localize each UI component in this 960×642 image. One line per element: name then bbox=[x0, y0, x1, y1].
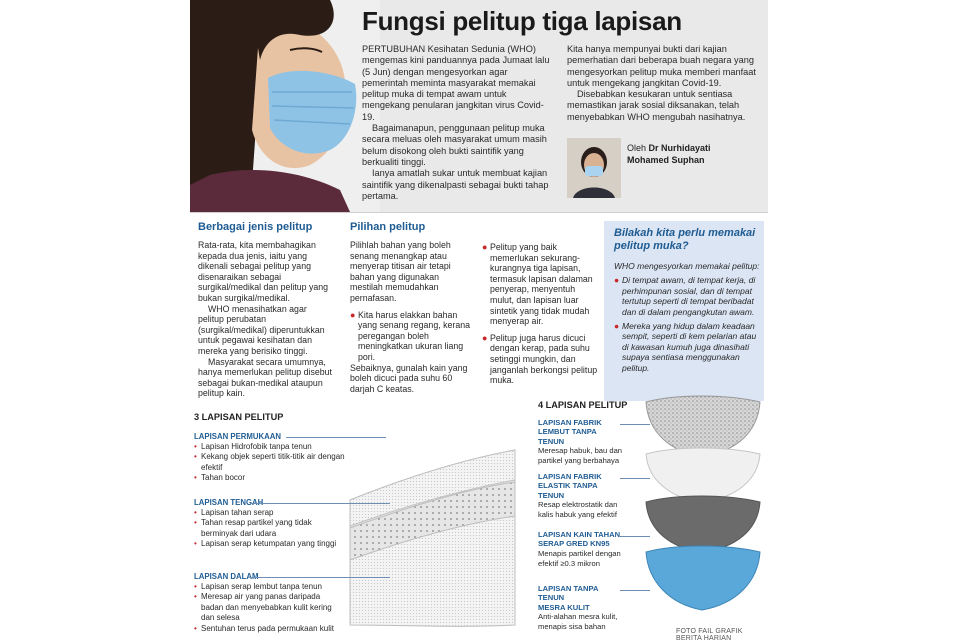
layer-item-text: Tahan bocor bbox=[201, 473, 246, 483]
bilakah-bullet bbox=[614, 275, 760, 317]
infographic-page bbox=[190, 0, 768, 640]
layer-heading: MESRA KULIT bbox=[538, 602, 590, 612]
layer-description: Resap elektrostatik dan kalis habuk yang efektif bbox=[538, 500, 618, 520]
layer-heading: LAPISAN FABRIK bbox=[538, 418, 602, 427]
bullet-icon: ● bbox=[614, 321, 620, 332]
bullet-icon: ● bbox=[482, 242, 488, 252]
woman-wearing-mask-photo bbox=[190, 0, 380, 212]
layer-item bbox=[194, 539, 344, 549]
bilakah-sub: WHO mengesyorkan memakai pelitup: bbox=[614, 261, 760, 271]
bilakah-heading: Bilakah kita perlu memakai pelitup muka? bbox=[614, 227, 756, 252]
bullet-icon: • bbox=[194, 452, 197, 462]
layer-item bbox=[194, 452, 354, 473]
bilakah-bullet bbox=[614, 321, 760, 373]
intro-column-1 bbox=[362, 44, 554, 202]
bilakah-text bbox=[614, 261, 760, 377]
pilihan-bullet-continued: Sebaiknya, gunalah kain yang boleh dicuci pada suhu 60 darjah C keatas. bbox=[350, 362, 468, 394]
layer-item-text: Lapisan Hidrofobik tanpa tenun bbox=[201, 442, 312, 451]
four-layer-label: 4 LAPISAN PELITUP bbox=[538, 400, 628, 410]
author-name-line1: Dr Nurhidayati bbox=[648, 143, 711, 153]
layer-heading: LAPISAN FABRIK bbox=[538, 472, 602, 481]
layer-item bbox=[194, 518, 344, 539]
pilihan-bullet-text: Pelitup juga harus dicuci dengan kerap, pada suhu setinggi mungkin, dan janganlah berkongsi pelitup muka. bbox=[490, 332, 598, 386]
layer-dalam-info bbox=[194, 572, 344, 634]
layer-tengah-info bbox=[194, 498, 344, 550]
bullet-icon: ● bbox=[614, 275, 620, 286]
bullet-icon: ● bbox=[350, 309, 356, 320]
layer-description: Meresap habuk, bau dan partikel yang berbahaya bbox=[538, 446, 623, 466]
layer-item bbox=[194, 473, 354, 483]
layer-fabrik-lembut-info bbox=[538, 418, 624, 466]
layer-heading: ELASTIK TANPA TENUN bbox=[538, 481, 598, 500]
layer-item bbox=[194, 624, 344, 634]
layer-item-text: Tahan resap partikel yang tidak berminyak dari udara bbox=[201, 518, 312, 538]
layer-item-text: Lapisan serap lembut tanpa tenun bbox=[201, 582, 322, 591]
intro-paragraph: Kita hanya mempunyai bukti dari kajian pemerhatian dari beberapa buah negara yang mengesyorkan pelitup muka memberi manfaat untuk mengekang jangkitan Covid-19. bbox=[567, 44, 756, 88]
layer-item bbox=[194, 582, 344, 592]
pilihan-bullet bbox=[350, 310, 470, 363]
bullet-icon: • bbox=[194, 623, 197, 633]
pilihan-intro: Pilihlah bahan yang boleh senang menangkap atau menyerap titisan air tetapi bahan yang digunakan mestilah memudahkan pernafasan. bbox=[350, 240, 451, 303]
bullet-icon: • bbox=[194, 582, 197, 591]
layer-fabrik-elastik-info bbox=[538, 472, 624, 520]
layer-mesra-kulit-info bbox=[538, 584, 624, 632]
pilihan-bullet bbox=[482, 242, 600, 327]
leader-line bbox=[620, 590, 650, 591]
intro-paragraph: Bagaimanapun, penggunaan pelitup muka secara meluas oleh masyarakat umum masih belum disokong oleh bukti saintifik yang berkualiti tinggi. bbox=[362, 123, 547, 167]
layer-kn95-info bbox=[538, 530, 624, 568]
page-title: Fungsi pelitup tiga lapisan bbox=[362, 6, 682, 36]
layer-description: Menapis partikel dengan efektif ≥0.3 mikron bbox=[538, 548, 621, 568]
leader-line bbox=[286, 437, 386, 438]
leader-line bbox=[620, 536, 650, 537]
leader-line bbox=[620, 424, 650, 425]
layer-item bbox=[194, 508, 344, 518]
leader-line bbox=[250, 577, 390, 578]
byline-prefix: Oleh bbox=[627, 143, 647, 153]
layer-heading: LAPISAN KAIN TAHAN bbox=[538, 530, 621, 539]
layer-permukaan-info bbox=[194, 432, 354, 484]
layer-item-text: Meresap air yang panas daripada badan dan menyebabkan kulit kering dan selesa bbox=[201, 592, 332, 623]
credit-footer: FOTO FAIL GRAFIK BERITA HARIAN bbox=[676, 628, 743, 642]
layer-heading: LAPISAN TANPA TENUN bbox=[538, 584, 599, 603]
author-photo bbox=[567, 138, 621, 198]
author-name-line2: Mohamed Suphan bbox=[627, 155, 705, 165]
layer-heading: LAPISAN PERMUKAAN bbox=[194, 432, 282, 441]
intro-paragraph: Disebabkan kesukaran untuk sentiasa memastikan jarak sosial diksanakan, telah menyebabkan WHO mengubah nasihatnya. bbox=[567, 89, 746, 122]
section-text-pilihan-2 bbox=[482, 242, 600, 386]
section-divider bbox=[190, 212, 768, 213]
layer-description: Anti-alahan mesra kulit, menapis sisa bahan bbox=[538, 612, 618, 632]
bullet-icon: ● bbox=[482, 332, 488, 343]
layer-item-text: Lapisan serap ketumpatan yang tinggi bbox=[201, 539, 337, 549]
intro-paragraph: Ianya amatlah sukar untuk membuat kajian saintifik yang dikenalpasti sebagai bukti tahap pertama. bbox=[362, 168, 549, 201]
layer-item-text: Lapisan tahan serap bbox=[201, 508, 274, 517]
section-text-jenis bbox=[198, 240, 332, 399]
bullet-icon: • bbox=[194, 508, 197, 517]
layer-heading: LEMBUT TANPA TENUN bbox=[538, 427, 597, 446]
pilihan-bullet bbox=[482, 333, 600, 386]
bilakah-bullet-text: Di tempat awam, di tempat kerja, di perhimpunan sosial, dan di tempat tertutup seperti di tempat beribadat dan di dalam pengangkutan awam. bbox=[622, 275, 756, 317]
four-layer-mask-diagram bbox=[636, 392, 766, 628]
section-heading-jenis: Berbagai jenis pelitup bbox=[198, 221, 313, 233]
bullet-icon: • bbox=[194, 592, 197, 602]
intro-paragraph: PERTUBUHAN Kesihatan Sedunia (WHO) mengemas kini panduannya pada Jumaat lalu (5 Jun) dengan mengesyorkan agar pemerintah meminta masyarakat memakai pelitup muka di tempat awam untuk mengekang penularan jangkitan virus Covid-19. bbox=[362, 44, 550, 122]
leader-line bbox=[620, 478, 650, 479]
pilihan-bullet-text: Kita harus elakkan bahan yang senang regang, kerana peregangan boleh meningkatkan ukuran liang pori. bbox=[358, 309, 471, 362]
hero-section bbox=[190, 0, 768, 212]
layer-heading: SERAP GRED KN95 bbox=[538, 539, 610, 549]
three-layer-mask-diagram bbox=[340, 420, 520, 630]
section-text-pilihan-1 bbox=[350, 240, 470, 394]
author-name bbox=[627, 142, 711, 166]
bilakah-box bbox=[604, 221, 764, 401]
jenis-paragraph: Masyarakat secara umumnya, hanya memerlukan pelitup disebut sebagai bukan-medikal ataupun pelitup kain. bbox=[198, 356, 332, 399]
layer-item bbox=[194, 442, 354, 452]
intro-column-2 bbox=[567, 44, 763, 123]
pilihan-bullet-text: Pelitup yang baik memerlukan sekurang-kurangnya tiga lapisan, termasuk lapisan dalaman penyerap, menyentuh mulut, dan lapisan luar sintetik yang tidak mudah menyerap air. bbox=[490, 242, 593, 327]
jenis-paragraph: WHO menasihatkan agar pelitup perubatan (surgikal/medikal) diperuntukkan untuk pegawai kesihatan dan mereka yang berisiko tinggi. bbox=[198, 303, 325, 356]
jenis-paragraph: Rata-rata, kita membahagikan kepada dua jenis, iaitu yang dikenali sebagai pelitup yang disenaraikan sebagai surgikal/medikal dan pelitup yang bukan surgikal/medikal. bbox=[198, 240, 329, 303]
layer-item-text: Kekang objek seperti titik-titik air dengan efektif bbox=[201, 452, 345, 472]
bullet-icon: • bbox=[194, 473, 197, 483]
layer-heading: LAPISAN TENGAH bbox=[194, 498, 264, 507]
leader-line bbox=[250, 503, 390, 504]
layer-item-text: Sentuhan terus pada permukaan kulit bbox=[201, 623, 334, 633]
author-byline bbox=[567, 138, 763, 200]
bullet-icon: • bbox=[194, 518, 197, 528]
layer-heading: LAPISAN DALAM bbox=[194, 572, 259, 581]
bullet-icon: • bbox=[194, 442, 197, 451]
layer-item bbox=[194, 592, 344, 623]
bilakah-bullet-text: Mereka yang hidup dalam keadaan sempit, seperti di kem pelarian atau di kawasan kumuh juga dinasihati supaya sentiasa menggunakan pelitup. bbox=[622, 321, 757, 373]
three-layer-label: 3 LAPISAN PELITUP bbox=[194, 412, 284, 422]
section-heading-pilihan: Pilihan pelitup bbox=[350, 221, 426, 233]
bullet-icon: • bbox=[194, 539, 197, 549]
